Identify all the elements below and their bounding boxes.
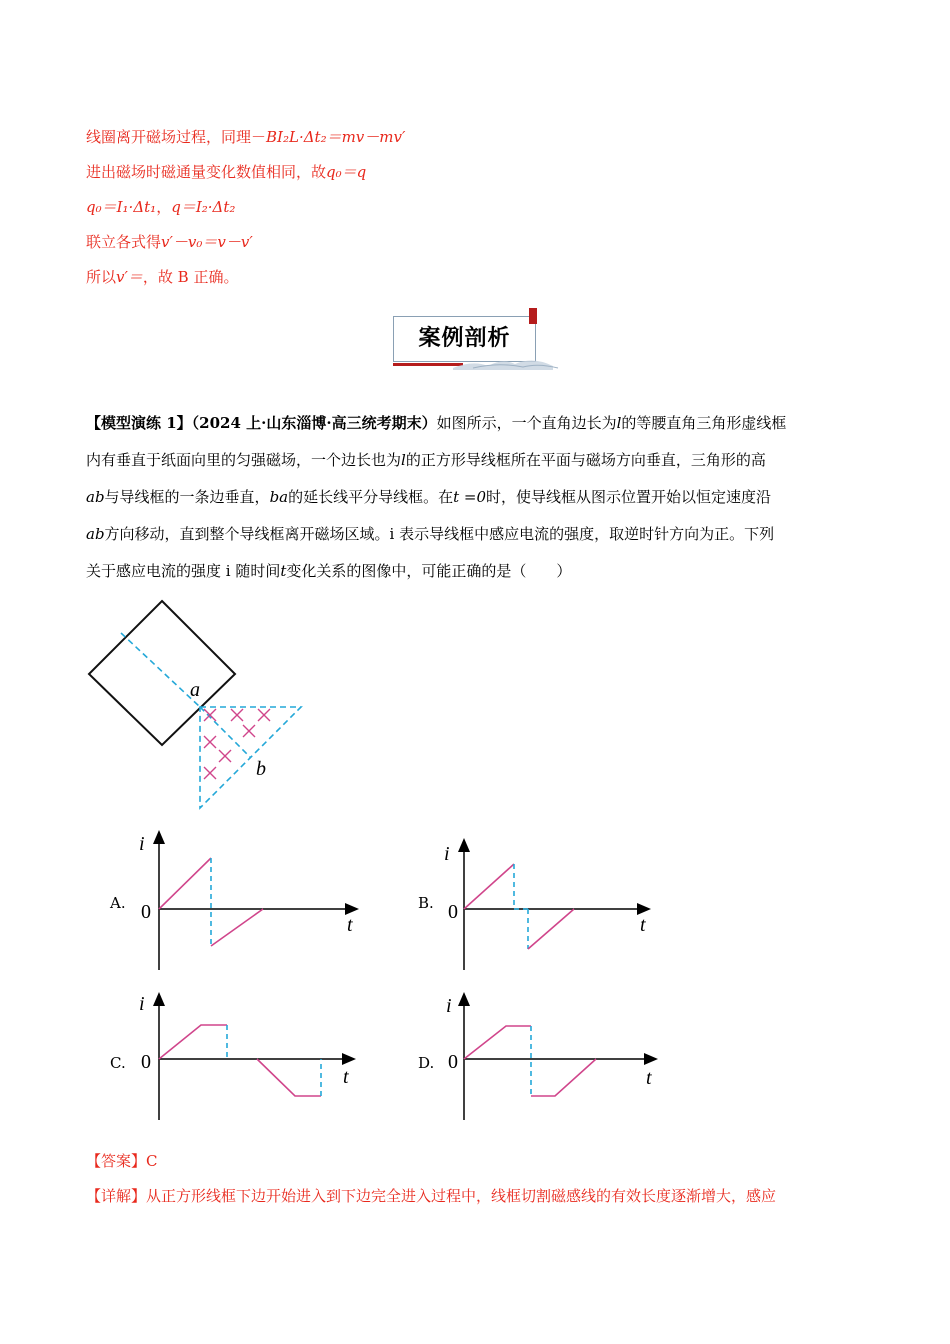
y-axis-label: i [139, 993, 145, 1015]
solution-text: 所以 [86, 268, 117, 286]
equation: BI₂L·Δt₂＝mv－mv′ [266, 128, 406, 146]
current-curve-positive [159, 1025, 227, 1059]
problem-tag: 【模型演练 1】 [86, 414, 192, 432]
problem-text: 的延长线平分导线框。在 [288, 488, 454, 506]
equation: v′＝ [116, 268, 143, 286]
solution-line-4 [86, 232, 253, 252]
x-axis-label: t [640, 914, 646, 936]
x-axis-arrow [644, 1053, 658, 1065]
problem-line-3 [86, 487, 866, 524]
solution-text: 联立各式得 [86, 233, 162, 251]
current-curve-positive [159, 858, 211, 909]
answer-line [86, 1151, 158, 1171]
y-axis-label: i [446, 995, 452, 1017]
y-axis-arrow [458, 838, 470, 852]
origin-label: 0 [141, 901, 151, 923]
current-curve-negative [211, 909, 263, 946]
equation: v′－v₀＝v－v′ [161, 233, 253, 251]
current-curve-negative [531, 1059, 596, 1096]
problem-text: 关于感应电流的强度 i 随时间 [86, 562, 281, 580]
y-axis-arrow [153, 830, 165, 844]
problem-line-5 [86, 561, 866, 598]
origin-label: 0 [141, 1051, 151, 1073]
math-variable: ab [86, 525, 105, 543]
separator: ， [156, 198, 172, 216]
detail-text: 从正方形线框下边开始进入到下边完全进入过程中，线框切割磁感线的有效长度逐渐增大，感应 [146, 1187, 777, 1205]
section-banner [393, 316, 539, 366]
math-variable: t [280, 562, 287, 580]
origin-label: 0 [448, 901, 458, 923]
option-c-graph [135, 990, 375, 1125]
extension-line-ba [121, 633, 200, 707]
equation: q₀＝I₁·Δt₁ [86, 198, 157, 216]
problem-text: 如图所示，一个直角边长为 [436, 414, 617, 432]
math-variable: ab [86, 488, 105, 506]
math-variable: l [616, 414, 622, 432]
option-b-graph [440, 836, 670, 976]
problem-text: 方向移动，直到整个导线框离开磁场区域。i 表示导线框中感应电流的强度，取逆时针方向为正。下列 [104, 525, 775, 543]
x-axis-arrow [342, 1053, 356, 1065]
option-b-label: B. [418, 894, 434, 912]
math-variable: l [401, 451, 406, 469]
problem-text: 时，使导线框从图示位置开始以恒定速度沿 [486, 488, 772, 506]
solution-text: 进出磁场时磁通量变化数值相同，故 [86, 163, 327, 181]
banner-title: 案例剖析 [418, 326, 511, 351]
option-a-label: A. [110, 894, 126, 912]
solution-text: ，故 B 正确。 [142, 268, 239, 286]
problem-line-1 [86, 413, 866, 450]
banner-mountain-decoration [453, 356, 563, 372]
problem-source: （2024 上·山东淄博·高三统考期末） [191, 414, 437, 432]
label-b: b [256, 758, 266, 780]
solution-line-3 [86, 197, 235, 217]
math-variable: t =0 [453, 488, 487, 506]
y-axis-arrow [458, 992, 470, 1006]
y-axis-label: i [139, 833, 145, 855]
option-a-graph [135, 828, 375, 973]
equation: q₀＝q [326, 163, 367, 181]
y-axis-arrow [153, 992, 165, 1006]
problem-text: 与导线框的一条边垂直， [104, 488, 270, 506]
equation: q＝I₂·Δt₂ [171, 198, 236, 216]
problem-text: 的等腰直角三角形虚线框 [621, 414, 787, 432]
x-axis-label: t [343, 1066, 349, 1088]
problem-statement [86, 413, 866, 598]
math-variable: ba [269, 488, 289, 506]
problem-text: 的正方形导线框所在平面与磁场方向垂直，三角形的高 [405, 451, 766, 469]
current-curve-negative [528, 909, 574, 949]
label-a: a [190, 679, 200, 701]
x-axis-label: t [646, 1067, 652, 1089]
current-curve-positive [464, 864, 514, 909]
solution-line-2 [86, 162, 366, 182]
answer-value: C [146, 1152, 158, 1170]
problem-line-4 [86, 524, 866, 561]
option-c-label: C. [110, 1054, 126, 1072]
option-d-graph [440, 990, 680, 1125]
x-axis-label: t [347, 914, 353, 936]
origin-label: 0 [448, 1051, 458, 1073]
current-curve-positive [464, 1026, 531, 1059]
current-curve-negative [257, 1059, 321, 1096]
problem-figure [80, 595, 320, 815]
height-ab [200, 707, 250, 757]
solution-line-5 [86, 267, 238, 287]
problem-text: 变化关系的图像中，可能正确的是（ ） [286, 562, 572, 580]
solution-line-1 [86, 127, 405, 147]
solution-text: 线圈离开磁场过程，同理－ [86, 128, 267, 146]
option-d-label: D. [418, 1054, 435, 1072]
banner-corner-mark [529, 308, 537, 324]
problem-text: 内有垂直于纸面向里的匀强磁场，一个边长也为 [86, 451, 402, 469]
problem-line-2 [86, 450, 866, 487]
detail-label: 【详解】 [86, 1187, 147, 1205]
y-axis-label: i [444, 843, 450, 865]
detail-line [86, 1186, 776, 1206]
answer-label: 【答案】 [86, 1152, 147, 1170]
square-wire-frame [89, 601, 235, 745]
